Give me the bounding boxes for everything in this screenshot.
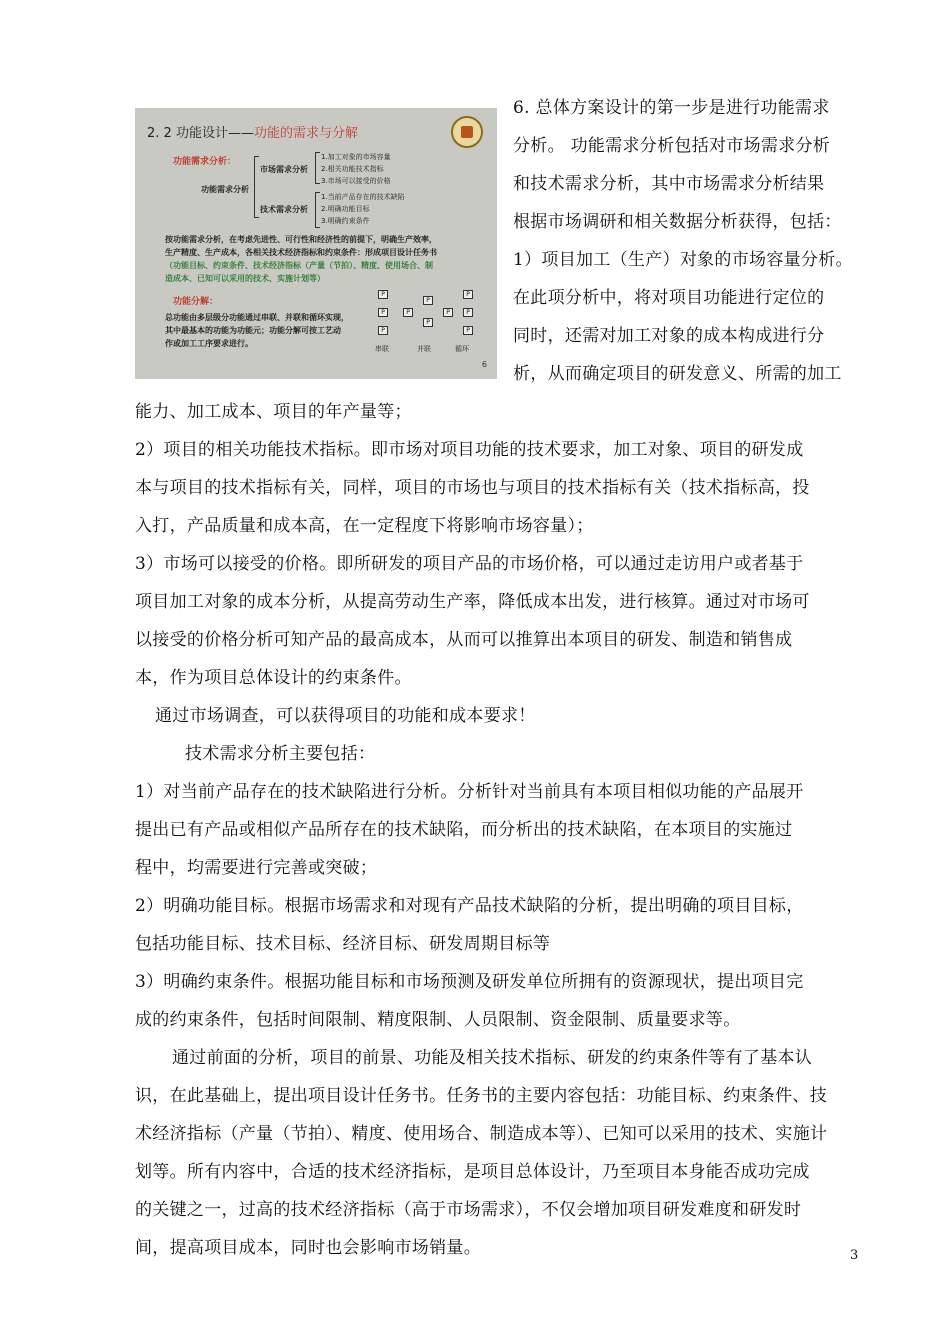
- text-line: 包括功能目标、技术目标、经济目标、研发周期目标等: [135, 934, 551, 954]
- text-line: 间，提高项目成本，同时也会影响市场销量。: [135, 1238, 481, 1258]
- text-line: 术经济指标（产量（节拍）、精度、使用场合、制造成本等）、已知可以采用的技术、实施计: [135, 1124, 828, 1144]
- text-line: 技术需求分析主要包括：: [185, 744, 376, 764]
- parallel-box: P: [403, 308, 413, 317]
- market-brace: [315, 152, 320, 184]
- text-line: 析，从而确定项目的研发意义、所需的加工: [513, 364, 842, 384]
- text-line: 入打，产品质量和成本高，在一定程度下将影响市场容量）；: [135, 516, 594, 536]
- diagram-label: 循环: [455, 345, 469, 353]
- series-box: P: [378, 308, 388, 317]
- series-box: P: [378, 326, 388, 335]
- market-item: 2.相关功能技术指标: [321, 165, 384, 173]
- text-line: 本，作为项目总体设计的约束条件。: [135, 668, 412, 688]
- text-line: 的关键之一，过高的技术经济指标（高于市场需求），不仅会增加项目研发难度和研发时: [135, 1200, 802, 1220]
- series-box: P: [378, 290, 388, 299]
- diagram-label: 并联: [417, 345, 431, 353]
- text-line: 1）对当前产品存在的技术缺陷进行分析。分析针对当前具有本项目相似功能的产品展开: [135, 782, 804, 802]
- page-number: 3: [850, 1248, 859, 1263]
- text-line: 1）项目加工（生产）对象的市场容量分析。: [513, 250, 853, 270]
- text-line: 通过市场调查，可以获得项目的功能和成本要求！: [155, 706, 536, 726]
- text-line: 2）项目的相关功能技术指标。即市场对项目功能的技术要求，加工对象、项目的研发成: [135, 440, 804, 460]
- text-line: 在此项分析中，将对项目功能进行定位的: [513, 288, 825, 308]
- text-line: 通过前面的分析，项目的前景、功能及相关技术指标、研发的约束条件等有了基本认: [172, 1048, 813, 1068]
- slide-title-prefix: 2. 2 功能设计——: [147, 126, 254, 141]
- text-line: 划等。所有内容中，合适的技术经济指标，是项目总体设计，乃至项目本身能否成功完成: [135, 1162, 810, 1182]
- text-line: 6. 总体方案设计的第一步是进行功能需求: [513, 98, 830, 118]
- slide-title-highlight: 功能的需求与分解: [253, 126, 358, 141]
- slide-paragraph-line: 造成本、已知可以采用的技术、实施计划等）: [165, 274, 325, 283]
- text-line: 识，在此基础上，提出项目设计任务书。任务书的主要内容包括：功能目标、约束条件、技: [135, 1086, 827, 1106]
- slide-paragraph-line: 按功能需求分析，在考虑先进性、可行性和经济性的前提下，明确生产效率，: [165, 235, 437, 244]
- text-line: 本与项目的技术指标有关，同样，项目的市场也与项目的技术指标有关（技术指标高，投: [135, 478, 810, 498]
- market-item: 1.加工对象的市场容量: [321, 153, 391, 161]
- market-label: 市场需求分析: [260, 165, 308, 174]
- text-line: 成的约束条件，包括时间限制、精度限制、人员限制、资金限制、质量要求等。: [135, 1010, 741, 1030]
- text-line: 程中，均需要进行完善或突破；: [135, 858, 378, 878]
- loop-box: P: [463, 290, 473, 299]
- text-line: 同时，还需对加工对象的成本构成进行分: [513, 326, 825, 346]
- decomp-line: 作或加工工序要求进行。: [165, 339, 253, 348]
- text-line: 分析。 功能需求分析包括对市场需求分析: [513, 136, 831, 156]
- tech-item: 3.明确约束条件: [321, 217, 370, 225]
- text-line: 能力、加工成本、项目的年产量等；: [135, 402, 412, 422]
- main-brace: [254, 156, 259, 218]
- parallel-box: P: [423, 318, 433, 327]
- loop-box: P: [463, 326, 473, 335]
- slide-title: [147, 122, 358, 141]
- demand-label: 功能需求分析：: [173, 157, 237, 167]
- text-line: 2）明确功能目标。根据市场需求和对现有产品技术缺陷的分析，提出明确的项目目标，: [135, 896, 804, 916]
- demand-sub-label: 功能需求分析: [201, 185, 249, 194]
- text-line: 和技术需求分析，其中市场需求分析结果: [513, 174, 825, 194]
- decomp-line: 其中最基本的功能为功能元；功能分解可按工艺动: [165, 326, 341, 335]
- university-emblem-icon: [451, 116, 483, 148]
- text-line: 3）明确约束条件。根据功能目标和市场预测及研发单位所拥有的资源现状，提出项目完: [135, 972, 804, 992]
- embedded-slide-figure: [135, 108, 497, 379]
- tech-item: 1.当前产品存在的技术缺陷: [321, 193, 405, 201]
- tech-label: 技术需求分析: [260, 205, 308, 214]
- diagram-label: 串联: [375, 345, 389, 353]
- parallel-box: P: [423, 296, 433, 305]
- text-line: 以接受的价格分析可知产品的最高成本，从而可以推算出本项目的研发、制造和销售成: [135, 630, 793, 650]
- slide-number: 6: [481, 360, 487, 369]
- text-line: 3）市场可以接受的价格。即所研发的项目产品的市场价格，可以通过走访用户或者基于: [135, 554, 804, 574]
- text-line: 根据市场调研和相关数据分析获得，包括：: [513, 212, 842, 232]
- text-line: 提出已有产品或相似产品所存在的技术缺陷，而分析出的技术缺陷，在本项目的实施过: [135, 820, 793, 840]
- loop-box: P: [463, 308, 473, 317]
- tech-brace: [315, 192, 320, 228]
- text-line: 项目加工对象的成本分析，从提高劳动生产率，降低成本出发，进行核算。通过对市场可: [135, 592, 810, 612]
- decomp-line: 总功能由多层级分功能通过串联、并联和循环实现，: [165, 313, 349, 322]
- parallel-box: P: [443, 308, 453, 317]
- slide-paragraph-line: （功能目标、约束条件、技术经济指标（产量（节拍）、精度、使用场合、制: [165, 261, 433, 270]
- slide-paragraph-line: 生产精度、生产成本，各相关技术经济指标和约束条件：形成项目设计任务书: [165, 248, 437, 257]
- tech-item: 2.明确功能目标: [321, 205, 370, 213]
- market-item: 3.市场可以接受的价格: [321, 177, 391, 185]
- decomp-label: 功能分解：: [173, 297, 219, 307]
